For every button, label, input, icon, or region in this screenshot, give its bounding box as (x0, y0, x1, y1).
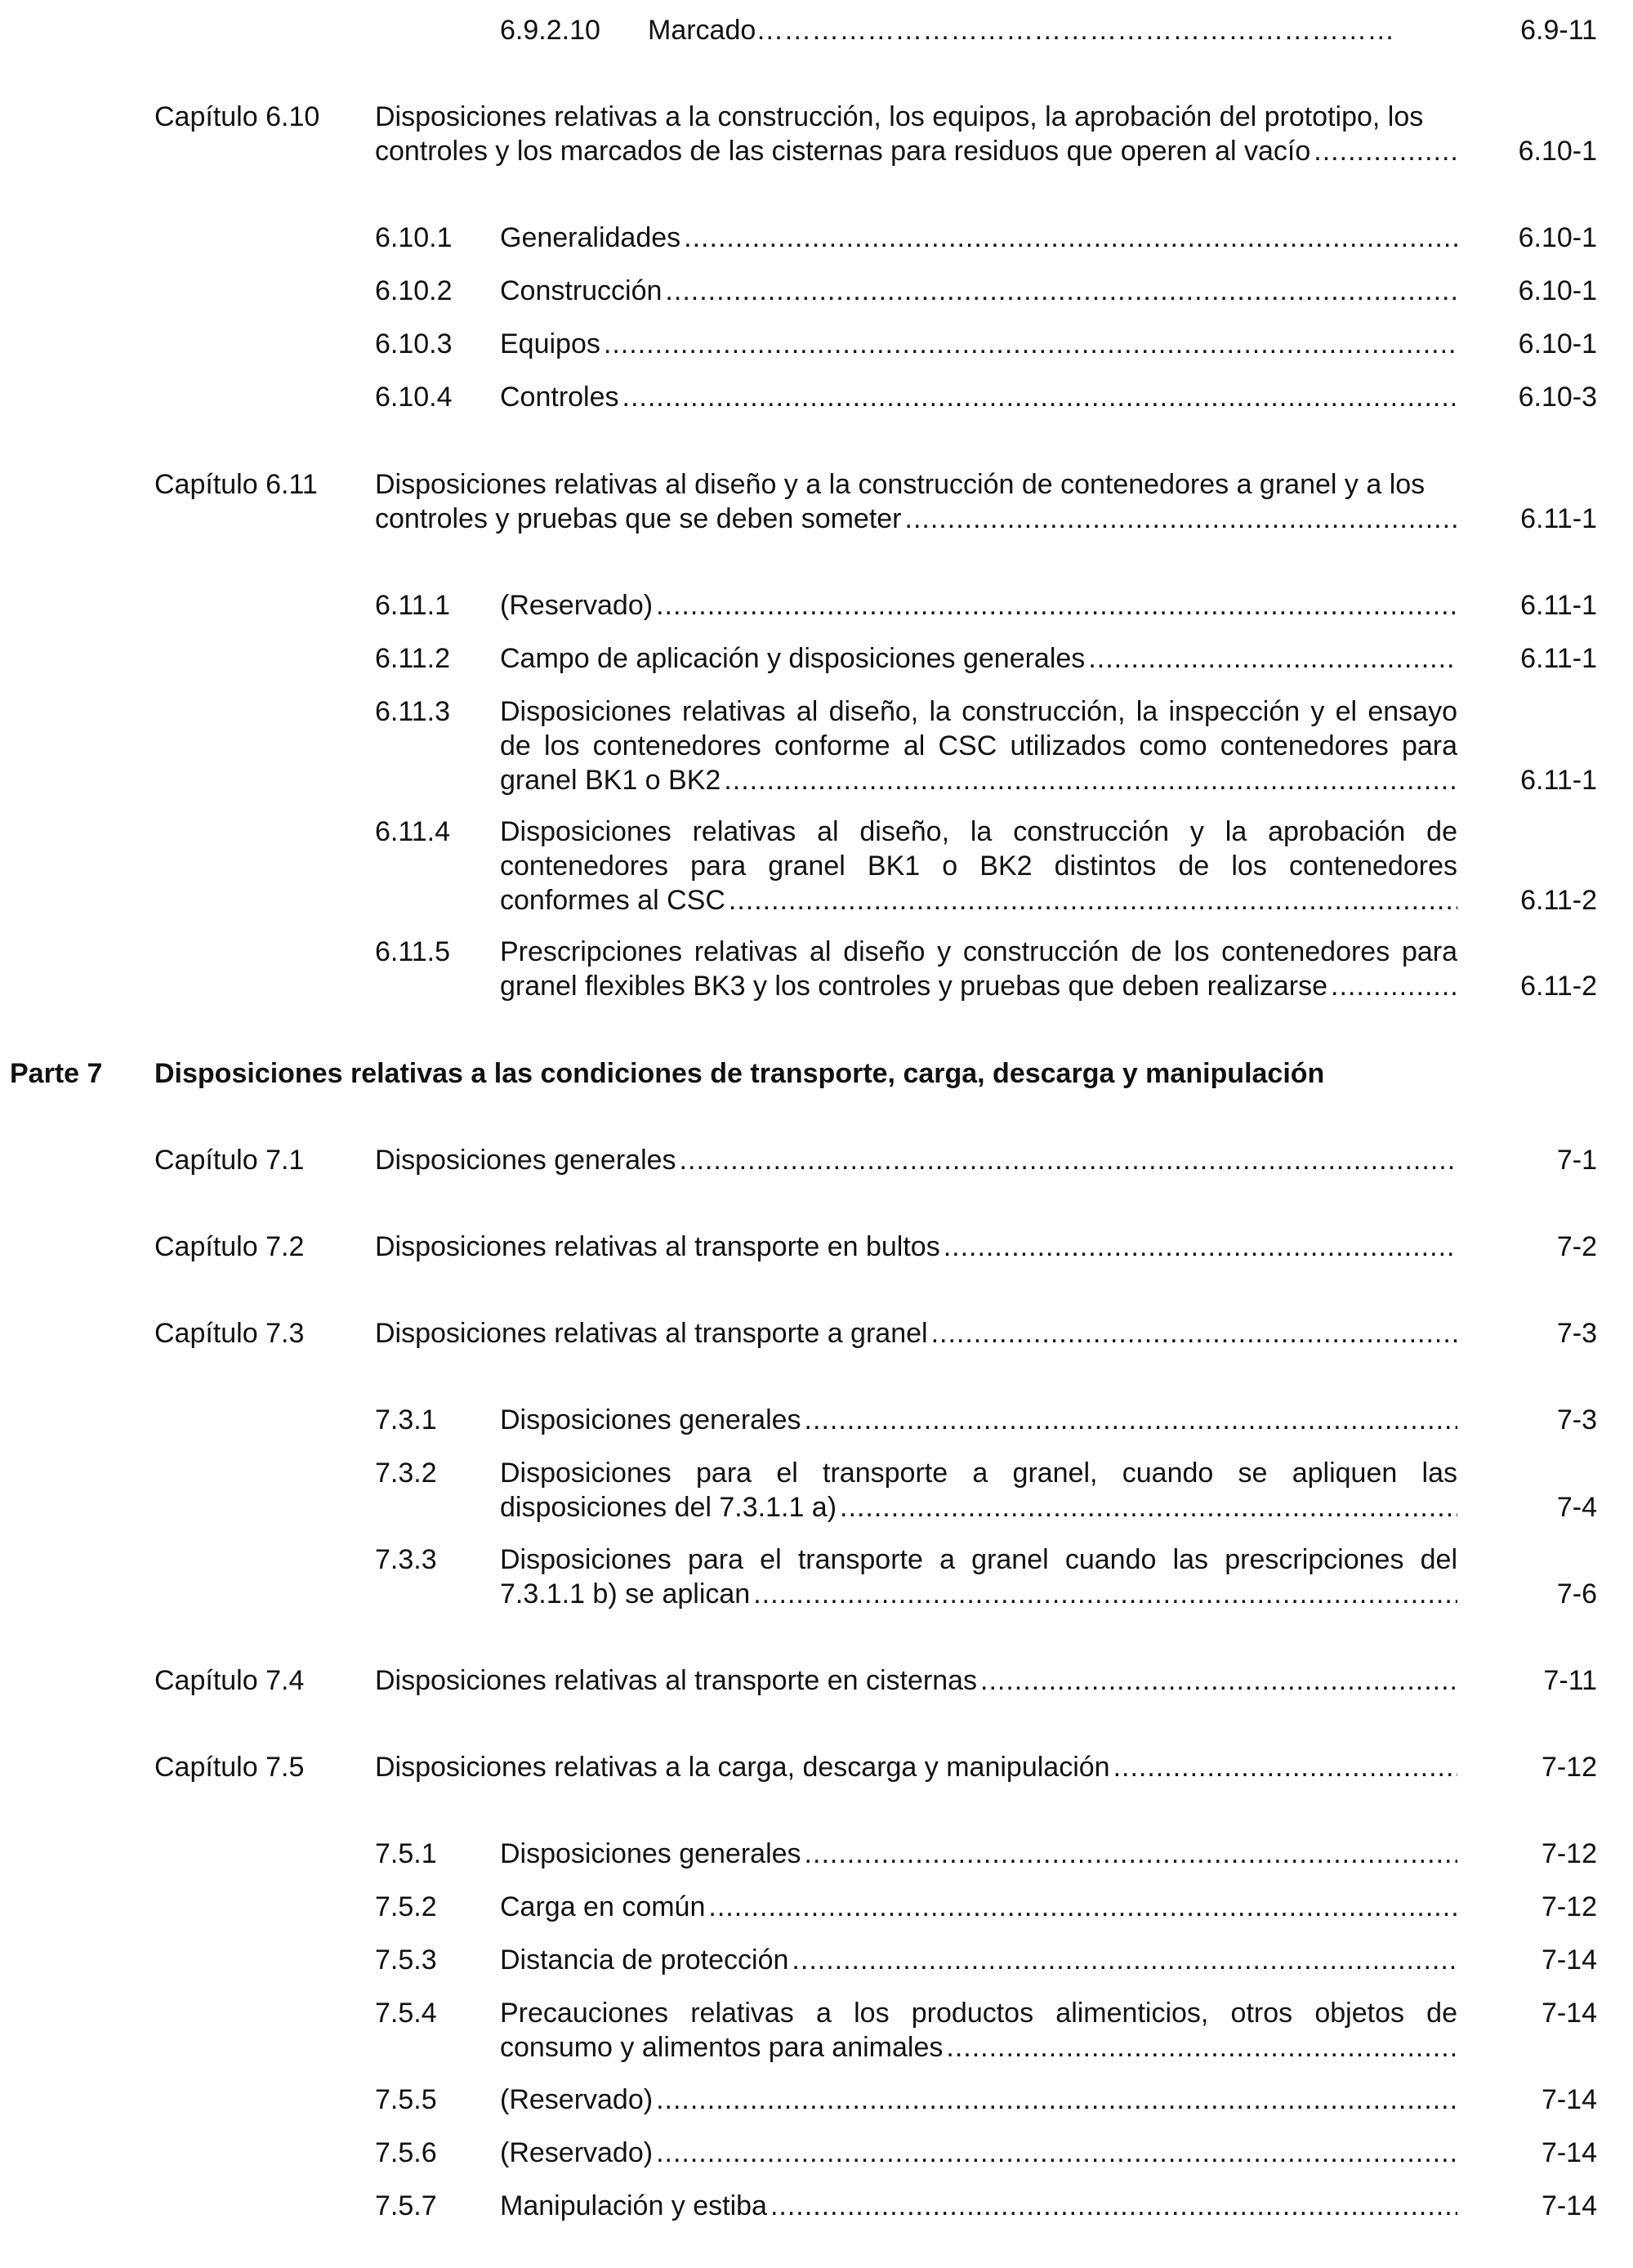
toc-page-number: 7-4 (1556, 1492, 1597, 1523)
toc-page-number: 6.9-11 (1520, 15, 1597, 46)
toc-page-number: 6.11-1 (1520, 590, 1597, 621)
toc-number-cap-tulo-6-11: Capítulo 6.11 (154, 469, 318, 500)
toc-title-line: de los contenedores conforme al CSC utilizados como contenedores para (500, 730, 1457, 761)
toc-title-line: Disposiciones relativas al diseño y a la construcción de contenedores a granel y a los (375, 469, 1426, 500)
dot-leader (905, 502, 1457, 536)
toc-page-number: 6.10-1 (1518, 275, 1597, 306)
dot-leader (665, 274, 1457, 308)
toc-title-line: Distancia de protección (500, 1944, 789, 1976)
toc-title-line: 7.3.1.1 b) se aplican (500, 1578, 751, 1609)
toc-title-line: contenedores para granel BK1 o BK2 distintos de los contenedores (500, 850, 1457, 882)
toc-title-line: Disposiciones relativas al transporte en cisternas (375, 1665, 978, 1696)
toc-number-6-11-3: 6.11.3 (375, 696, 451, 727)
toc-title-line: (Reservado) (500, 2084, 654, 2115)
toc-number-cap-tulo-7-1: Capítulo 7.1 (154, 1145, 305, 1176)
toc-number-6-11-1: 6.11.1 (375, 590, 451, 621)
toc-title-line: Generalidades (500, 222, 681, 253)
dot-leader (684, 221, 1457, 255)
toc-title-line: Manipulación y estiba (500, 2190, 767, 2221)
toc-title-line: conformes al CSC (500, 885, 725, 916)
dot-leader (1331, 969, 1457, 1003)
toc-page-number: 7-3 (1556, 1318, 1597, 1349)
dot-leader (792, 1943, 1457, 1977)
toc-title-line: Disposiciones relativas al transporte a granel (375, 1318, 928, 1349)
dot-leader (753, 1577, 1457, 1611)
toc-page-number: 6.10-1 (1518, 136, 1597, 167)
dot-leader (724, 763, 1457, 797)
toc-page-number: 6.10-3 (1518, 382, 1597, 413)
toc-title-line: Disposiciones para el transporte a granel, cuando se apliquen las (500, 1458, 1457, 1489)
toc-number-cap-tulo-7-4: Capítulo 7.4 (154, 1665, 305, 1696)
toc-number-7-5-7: 7.5.7 (375, 2190, 437, 2221)
toc-title-line: Carga en común (500, 1891, 706, 1922)
toc-number-7-5-3: 7.5.3 (375, 1944, 437, 1976)
toc-page-number: 7-14 (1541, 1998, 1597, 2029)
toc-page-number: 7-12 (1541, 1891, 1597, 1922)
dot-leader (622, 380, 1457, 414)
toc-page-number: 7-2 (1556, 1231, 1597, 1262)
toc-title-line: Disposiciones generales (500, 1404, 801, 1435)
toc-title-line: controles y pruebas que se deben someter (375, 503, 902, 534)
toc-page-number: 7-14 (1541, 2084, 1597, 2115)
toc-number-6-11-5: 6.11.5 (375, 936, 451, 967)
toc-title-line: Precauciones relativas a los productos alimenticios, otros objetos de (500, 1998, 1457, 2029)
toc-page-number: 7-1 (1556, 1145, 1597, 1176)
dot-leader (1088, 641, 1457, 676)
toc-page-number: 7-14 (1541, 2137, 1597, 2168)
toc-page-number: 7-12 (1541, 1752, 1597, 1783)
toc-page-number: 7-11 (1543, 1665, 1597, 1696)
toc-page-number: 6.11-2 (1520, 971, 1597, 1002)
toc-title-line: Disposiciones relativas al diseño, la construcción y la aprobación de (500, 816, 1457, 847)
toc-number-7-3-2: 7.3.2 (375, 1458, 437, 1489)
toc-page-number: 6.11-1 (1520, 503, 1597, 534)
toc-title-line: Prescripciones relativas al diseño y construcción de los contenedores para (500, 936, 1457, 967)
toc-number-7-5-1: 7.5.1 (375, 1838, 437, 1869)
dot-leader (656, 2083, 1457, 2117)
toc-page-number: 6.10-1 (1518, 328, 1597, 359)
toc-page-number: 7-14 (1541, 2190, 1597, 2221)
toc-page-number: 7-12 (1541, 1838, 1597, 1869)
dot-leader (980, 1663, 1457, 1698)
toc-title-line: Disposiciones relativas a la construcción, los equipos, la aprobación del prototipo, los (375, 101, 1424, 132)
toc-title-line: Marcado…………………………………………………………… (648, 15, 1395, 46)
dot-leader (946, 2030, 1457, 2065)
toc-title-line: (Reservado) (500, 590, 654, 621)
dot-leader (770, 2189, 1457, 2223)
toc-number-7-5-5: 7.5.5 (375, 2084, 437, 2115)
toc-title-line: Disposiciones relativas al diseño, la construcción, la inspección y el ensayo (500, 696, 1457, 727)
toc-title-line: disposiciones del 7.3.1.1 a) (500, 1492, 837, 1523)
toc-title-line: Equipos (500, 328, 600, 359)
toc-title-line: Disposiciones relativas al transporte en bultos (375, 1231, 940, 1262)
dot-leader (708, 1890, 1457, 1924)
toc-title-line: consumo y alimentos para animales (500, 2032, 944, 2063)
toc-number-6-11-4: 6.11.4 (375, 816, 451, 847)
toc-title-line: Campo de aplicación y disposiciones generales (500, 643, 1086, 674)
dot-leader (931, 1316, 1457, 1351)
dot-leader (805, 1403, 1457, 1437)
toc-number-7-5-4: 7.5.4 (375, 1998, 437, 2029)
toc-page-number: 6.10-1 (1518, 222, 1597, 253)
toc-title-line: Disposiciones generales (500, 1838, 801, 1869)
dot-leader (729, 883, 1457, 917)
dot-leader (656, 2136, 1457, 2170)
toc-number-6-9-2-10: 6.9.2.10 (500, 15, 600, 46)
dot-leader (805, 1837, 1457, 1871)
toc-number-6-10-3: 6.10.3 (375, 328, 453, 359)
toc-page-number: 7-6 (1556, 1578, 1597, 1609)
toc-number-7-3-3: 7.3.3 (375, 1544, 437, 1575)
toc-page-number: 7-3 (1556, 1404, 1597, 1435)
toc-title-line: (Reservado) (500, 2137, 654, 2168)
toc-number-6-10-1: 6.10.1 (375, 222, 453, 253)
toc-number-parte-7: Parte 7 (10, 1058, 103, 1089)
toc-title-line: Disposiciones generales (375, 1145, 676, 1176)
toc-page-number: 6.11-1 (1520, 643, 1597, 674)
toc-page-number: 6.11-2 (1520, 885, 1597, 916)
toc-title-line: granel flexibles BK3 y los controles y pruebas que deben realizarse (500, 971, 1328, 1002)
dot-leader (1113, 1750, 1457, 1784)
toc-number-cap-tulo-7-2: Capítulo 7.2 (154, 1231, 305, 1262)
toc-number-cap-tulo-6-10: Capítulo 6.10 (154, 101, 320, 132)
toc-number-cap-tulo-7-3: Capítulo 7.3 (154, 1318, 305, 1349)
toc-number-7-5-2: 7.5.2 (375, 1891, 437, 1922)
toc-number-7-3-1: 7.3.1 (375, 1404, 437, 1435)
toc-title-line: granel BK1 o BK2 (500, 765, 721, 796)
toc-number-6-10-2: 6.10.2 (375, 275, 453, 306)
toc-page-number: 6.11-1 (1520, 765, 1597, 796)
toc-number-cap-tulo-7-5: Capítulo 7.5 (154, 1752, 305, 1783)
dot-leader (840, 1490, 1457, 1525)
toc-number-6-10-4: 6.10.4 (375, 382, 453, 413)
toc-title-line: controles y los marcados de las cisternas para residuos que operen al vacío (375, 136, 1311, 167)
dot-leader (944, 1230, 1457, 1264)
toc-number-6-11-2: 6.11.2 (375, 643, 451, 674)
toc-page-number: 7-14 (1541, 1944, 1597, 1976)
dot-leader (604, 327, 1457, 361)
dot-leader (656, 588, 1457, 623)
dot-leader (680, 1143, 1457, 1177)
toc-title-line: Construcción (500, 275, 663, 306)
toc-title-line: Disposiciones relativas a las condiciones de transporte, carga, descarga y manipulación (154, 1058, 1325, 1089)
toc-number-7-5-6: 7.5.6 (375, 2137, 437, 2168)
toc-title-line: Disposiciones para el transporte a granel cuando las prescripciones del (500, 1544, 1457, 1575)
toc-title-line: Controles (500, 382, 619, 413)
dot-leader (1314, 134, 1457, 168)
toc-title-line: Disposiciones relativas a la carga, descarga y manipulación (375, 1752, 1110, 1783)
